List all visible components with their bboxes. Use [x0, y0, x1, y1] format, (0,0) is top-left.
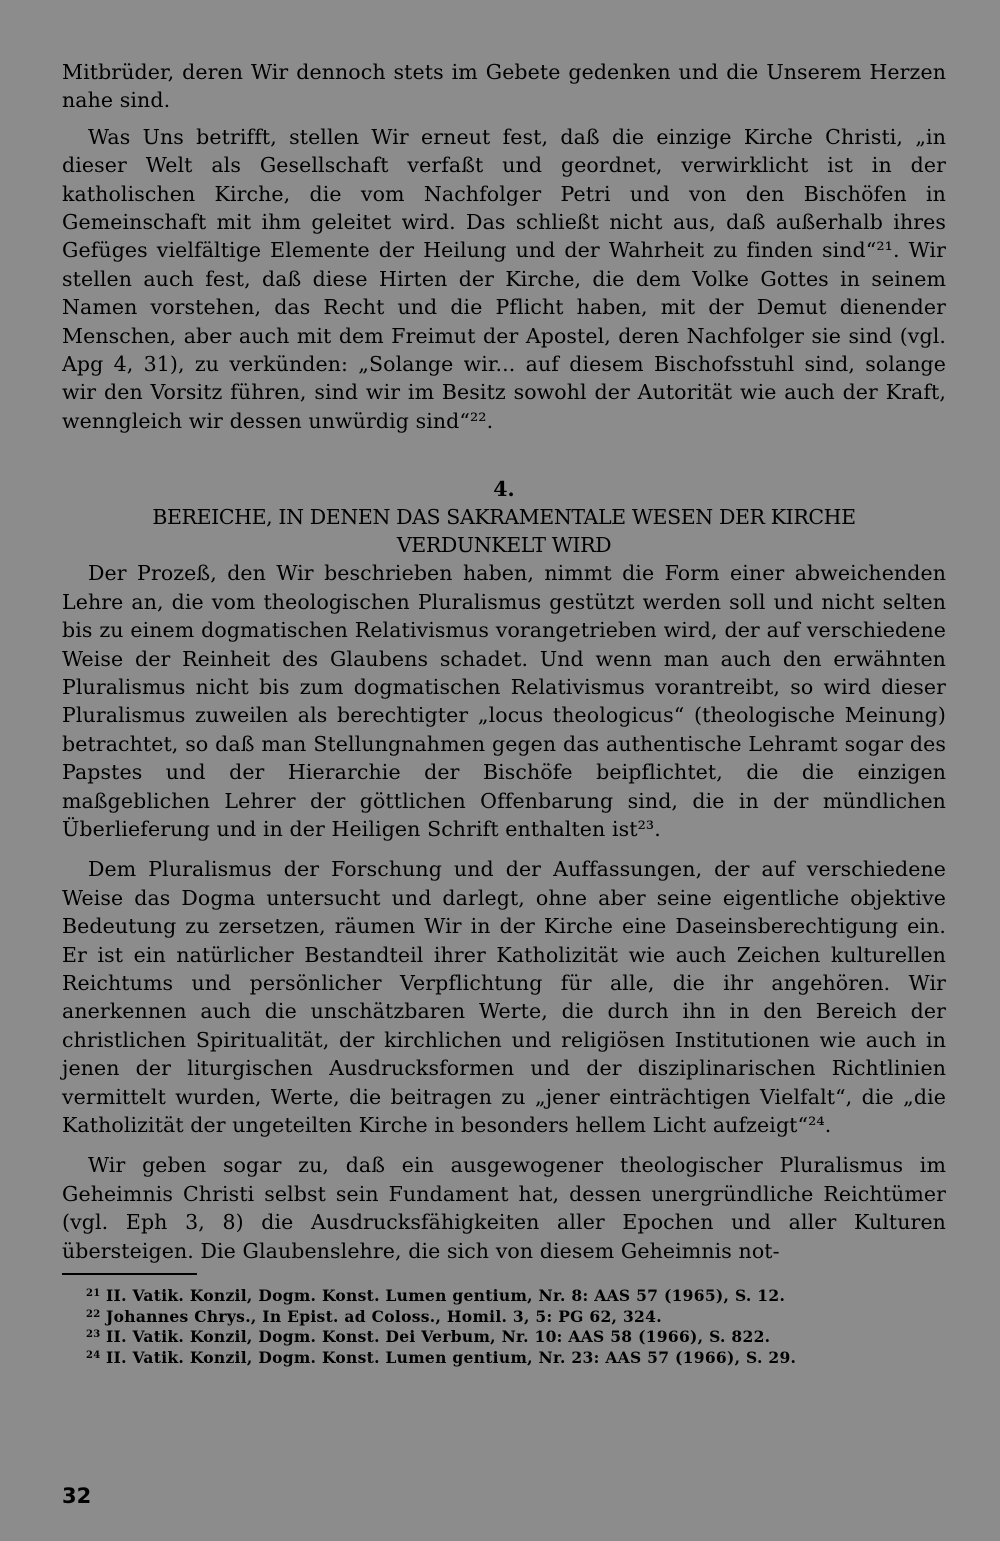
footnote-mark: 22	[86, 1308, 101, 1320]
page-number: 32	[62, 1484, 92, 1508]
paragraph-church-unity: Was Uns betrifft, stellen Wir erneut fest, daß die einzige Kirche Christi, „in dieser Welt als Gesellschaft verfaßt und geordnet, verwirklicht ist in der katholischen Kirche, die vom Nachfolger Petri und von den Bischöfen in Gemeinschaft mit ihm geleitet wird. Das schließt nicht aus, daß außerhalb ihres Gefüges vielfältige Elemente der Heilung und der Wahrheit zu finden sind“²¹. Wir stellen auch fest, daß diese Hirten der Kirche, die dem Volke Gottes in seinem Namen vorstehen, das Recht und die Pflicht haben, mit der Demut dienender Menschen, aber auch mit dem Freimut der Apostel, deren Nachfolger sie sind (vgl. Apg 4, 31), zu verkünden: „Solange wir... auf diesem Bischofsstuhl sind, solange wir den Vorsitz führen, sind wir im Besitz sowohl der Autorität wie auch der Kraft, wenngleich wir dessen unwürdig sind“²².	[62, 124, 946, 433]
page-body	[62, 58, 946, 1367]
footnote-21	[86, 1285, 946, 1306]
footnote-24	[86, 1347, 946, 1368]
paragraph-pluralism-process: Der Prozeß, den Wir beschrieben haben, nimmt die Form einer abweichenden Lehre an, die vom theologischen Pluralismus gestützt werden soll und nicht selten bis zu einem dogmatischen Relativismus vorangetrieben wird, der auf verschiedene Weise der Reinheit des Glaubens schadet. Und wenn man auch den erwähnten Pluralismus nicht bis zum dogmatischen Relativismus vorantreibt, so wird dieser Pluralismus zuweilen als berechtigter „locus theologicus“ (theologische Meinung) betrachtet, so daß man Stellungnahmen gegen das authentische Lehramt sogar des Papstes und der Hierarchie der Bischöfe beipflichtet, die die einzigen maßgeblichen Lehrer der göttlichen Offenbarung sind, die in der mündlichen Überlieferung und in der Heiligen Schrift enthalten ist²³.	[62, 561, 946, 841]
footnote-mark: 24	[86, 1349, 101, 1361]
footnote-text: II. Vatik. Konzil, Dogm. Konst. Lumen gentium, Nr. 8: AAS 57 (1965), S. 12.	[106, 1286, 786, 1306]
footnote-divider	[62, 1273, 197, 1275]
footnote-mark: 21	[86, 1288, 101, 1300]
paragraph-balanced-pluralism: Wir geben sogar zu, daß ein ausgewogener theologischer Pluralismus im Geheimnis Christi selbst sein Fundament hat, dessen unergründliche Reichtümer (vgl. Eph 3, 8) die Ausdrucksfähigkeiten aller Epochen und aller Kulturen übersteigen. Die Glaubenslehre, die sich von diesem Geheimnis not-	[62, 1153, 946, 1263]
footnote-mark: 23	[86, 1329, 101, 1341]
paragraph-pluralism-research: Dem Pluralismus der Forschung und der Auffassungen, der auf verschiedene Weise das Dogma untersucht und darlegt, ohne aber seine eigentliche objektive Bedeutung zu zersetzen, räumen Wir in der Kirche eine Daseinsberechtigung ein. Er ist ein natürlicher Bestandteil ihrer Katholizität wie auch Zeichen kulturellen Reichtums und persönlicher Verpflichtung für alle, die ihr angehören. Wir anerkennen auch die unschätzbaren Werte, die durch ihn in den Bereich der christlichen Spiritualität, der kirchlichen und religiösen Institutionen wie auch in jenen der liturgischen Ausdrucksformen und der disziplinarischen Richtlinien vermittelt wurden, Werte, die beitragen zu „jener einträchtigen Vielfalt“, die „die Katholizität der ungeteilten Kirche in besonders hellem Licht aufzeigt“²⁴.	[62, 857, 946, 1137]
footnotes	[62, 1285, 946, 1367]
section-number: 4.	[493, 477, 515, 502]
paragraph-continuation: Mitbrüder, deren Wir dennoch stets im Gebete gedenken und die Unserem Herzen nahe sind.	[62, 60, 946, 113]
footnote-text: Johannes Chrys., In Epist. ad Coloss., Homil. 3, 5: PG 62, 324.	[106, 1306, 662, 1326]
footnote-text: II. Vatik. Konzil, Dogm. Konst. Dei Verbum, Nr. 10: AAS 58 (1966), S. 822.	[106, 1327, 771, 1347]
section-title-line2: VERDUNKELT WIRD	[396, 533, 612, 558]
section-title-line1: BEREICHE, IN DENEN DAS SAKRAMENTALE WESEN DER KIRCHE	[152, 505, 856, 530]
footnote-23	[86, 1326, 946, 1347]
footnote-22	[86, 1306, 946, 1327]
footnote-text: II. Vatik. Konzil, Dogm. Konst. Lumen gentium, Nr. 23: AAS 57 (1966), S. 29.	[106, 1347, 797, 1367]
